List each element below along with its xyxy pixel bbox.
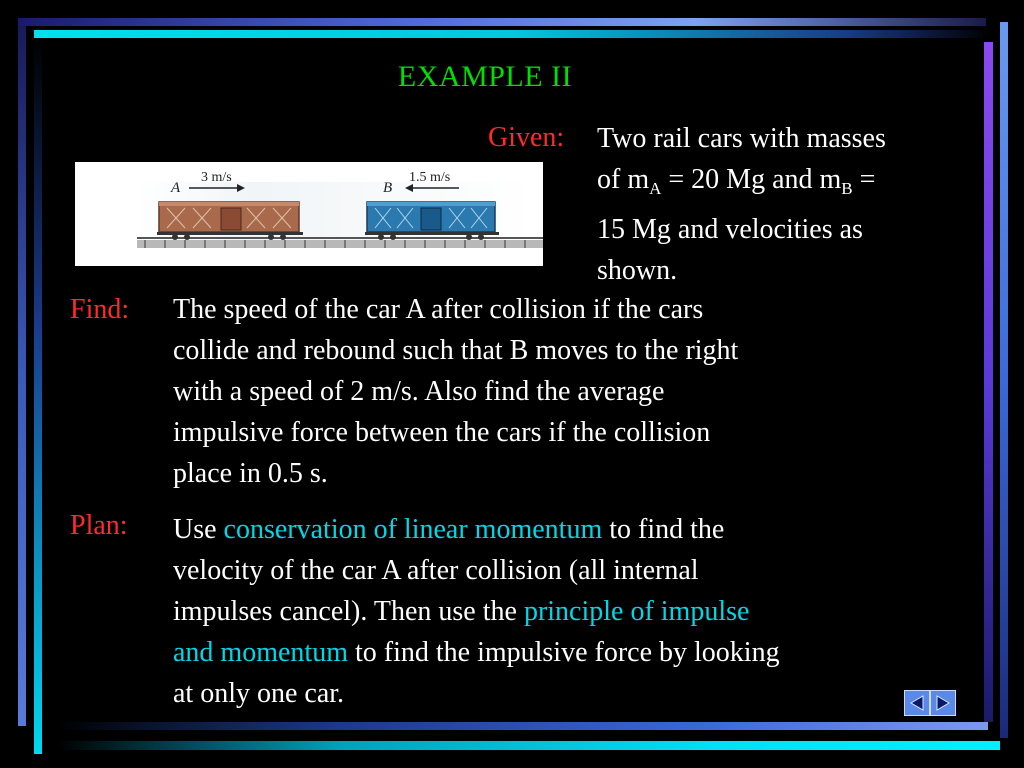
subscript-a: A [649, 179, 662, 198]
previous-slide-button[interactable] [904, 690, 930, 716]
track-bed [137, 240, 543, 248]
find-line: collide and rebound such that B moves to the right [173, 335, 739, 366]
given-line-2 [597, 159, 886, 209]
plan-highlight: principle of impulse [523, 596, 750, 627]
given-line-1: Two rail cars with masses [597, 123, 886, 154]
plan-line-2: velocity of the car A after collision (all internal [173, 555, 699, 586]
given-line-4: shown. [597, 255, 678, 286]
plan-text-part: impulses cancel). Then use the [173, 596, 524, 627]
frame-bar-top-inner [34, 30, 990, 38]
given-text-part: = [852, 164, 876, 195]
frame-bar-left-inner [34, 38, 42, 754]
plan-text-part: to find the impulsive force by looking [347, 637, 780, 668]
given-label: Given: [488, 122, 565, 153]
given-text [597, 118, 886, 291]
find-line: impulsive force between the cars if the collision [173, 417, 711, 448]
car-b-label: B [383, 180, 393, 196]
slide-navigation [904, 690, 956, 716]
frame-bar-left [18, 26, 26, 726]
slide-title: EXAMPLE II [397, 60, 573, 93]
plan-highlight: and momentum [173, 637, 348, 668]
plan-text-part: Use [173, 514, 224, 545]
rail-car-a [157, 202, 303, 240]
given-text-part: of m [597, 164, 650, 195]
plan-line-5: at only one car. [173, 678, 345, 709]
frame-bar-right [984, 42, 993, 722]
rail-cars-illustration [75, 162, 543, 266]
plan-line-3 [173, 591, 780, 632]
rail-cars-figure [75, 162, 543, 266]
car-a-label: A [171, 180, 181, 196]
plan-line-1 [173, 509, 780, 550]
find-text [173, 289, 738, 494]
given-line-3: 15 Mg and velocities as [597, 214, 863, 245]
rail-car-b [365, 202, 499, 240]
given-text-part: = 20 Mg and m [661, 164, 842, 195]
plan-text [173, 509, 780, 714]
car-a-speed: 3 m/s [201, 170, 232, 185]
left-arrow-icon [908, 694, 926, 712]
find-line: with a speed of 2 m/s. Also find the average [173, 376, 665, 407]
plan-text-part: to find the [602, 514, 725, 545]
find-line: The speed of the car A after collision if the cars [173, 294, 704, 325]
find-line: place in 0.5 s. [173, 458, 328, 489]
frame-bar-bottom-inner [58, 741, 1000, 750]
frame-bar-bottom [58, 722, 988, 730]
frame-bar-right-inner [1000, 22, 1008, 738]
plan-label: Plan: [70, 510, 128, 541]
plan-highlight: conservation of linear momentum [223, 514, 603, 545]
subscript-b: B [841, 179, 853, 198]
find-label: Find: [70, 294, 130, 325]
frame-bar-top [18, 18, 986, 26]
plan-line-4 [173, 632, 780, 673]
car-b-speed: 1.5 m/s [409, 170, 451, 185]
right-arrow-icon [934, 694, 952, 712]
next-slide-button[interactable] [930, 690, 956, 716]
